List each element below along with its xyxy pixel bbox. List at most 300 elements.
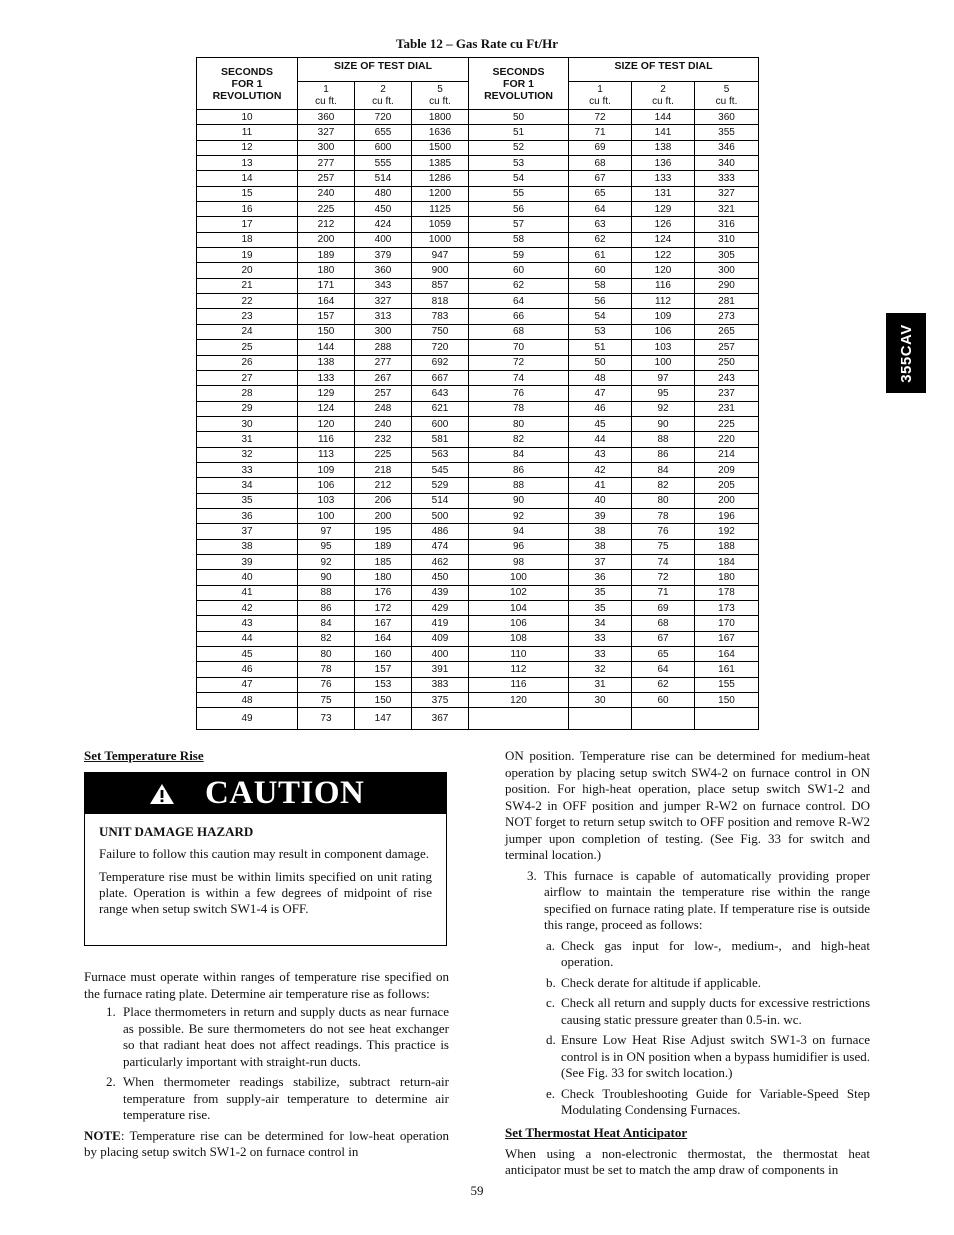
- table-cell: 55: [469, 186, 569, 201]
- table-cell: 68: [569, 156, 632, 171]
- list-item: 3. This furnace is capable of automatically providing proper airflow to maintain the temperature rise within the range specified on furnace rating plate. If temperature rise is outside this range, proceed as follows:: [527, 867, 870, 932]
- continued-paragraph: ON position. Temperature rise can be determined for medium-heat operation by placing setup switch SW4-2 on furnace control in ON position. For high-heat operation, place setup switch SW1-2 and SW4-2 in OFF position and jumper R-W2 on furnace control. DO NOT forget to return setup switch to OFF position and remove R-W2 jumper upon completion of testing. (See Fig. 33 for switch and terminal location.): [505, 748, 870, 862]
- table-cell: 41: [569, 478, 632, 493]
- table-cell: 82: [469, 432, 569, 447]
- table-cell: 27: [197, 370, 298, 385]
- table-row: [197, 110, 759, 125]
- table-cell: 129: [632, 202, 695, 217]
- table-cell: 265: [695, 324, 759, 339]
- table-cell: 42: [197, 601, 298, 616]
- table-cell: 23: [197, 309, 298, 324]
- side-tab-label: 355CAV: [897, 323, 915, 383]
- list-item: e. Check Troubleshooting Guide for Variable-Speed Step Modulating Condensing Furnaces.: [546, 1085, 870, 1117]
- table-cell: 37: [197, 524, 298, 539]
- table-cell: 14: [197, 171, 298, 186]
- table-cell: 450: [412, 570, 469, 585]
- table-row: [197, 662, 759, 677]
- table-cell: 288: [355, 340, 412, 355]
- table-cell: 54: [469, 171, 569, 186]
- caution-box: [84, 772, 447, 946]
- table-cell: 86: [469, 462, 569, 477]
- table-cell: 122: [632, 248, 695, 263]
- table-cell: 133: [298, 370, 355, 385]
- table-cell: 86: [298, 601, 355, 616]
- table-cell: 64: [632, 662, 695, 677]
- table-cell: 100: [469, 570, 569, 585]
- table-cell: 64: [469, 294, 569, 309]
- table-cell: 643: [412, 386, 469, 401]
- table-cell: 720: [412, 340, 469, 355]
- table-cell: 240: [298, 186, 355, 201]
- table-cell: 28: [197, 386, 298, 401]
- table-cell: 1000: [412, 232, 469, 247]
- table-cell: 35: [569, 585, 632, 600]
- list-item: a. Check gas input for low-, medium-, and high-heat operation.: [546, 937, 870, 969]
- table-cell: 62: [632, 677, 695, 692]
- caution-title: CAUTION: [205, 775, 365, 811]
- table-cell: 57: [469, 217, 569, 232]
- table-cell: 92: [298, 554, 355, 569]
- table-cell: 131: [632, 186, 695, 201]
- table-cell: 267: [355, 370, 412, 385]
- table-cell: 1286: [412, 171, 469, 186]
- steps-list-continued: [505, 868, 870, 934]
- table-cell: 103: [632, 340, 695, 355]
- table-cell: 196: [695, 508, 759, 523]
- table-cell: 43: [569, 447, 632, 462]
- table-cell: 108: [469, 631, 569, 646]
- table-cell: 180: [695, 570, 759, 585]
- table-cell: 1500: [412, 140, 469, 155]
- table-cell: 67: [632, 631, 695, 646]
- table-cell: 1636: [412, 125, 469, 140]
- table-cell: 600: [412, 416, 469, 431]
- table-cell: 33: [197, 462, 298, 477]
- right-column: [505, 748, 870, 1179]
- table-cell: 62: [569, 232, 632, 247]
- table-cell: 72: [632, 570, 695, 585]
- table-cell: 53: [569, 324, 632, 339]
- table-row: [197, 140, 759, 155]
- table-cell: 51: [569, 340, 632, 355]
- table-cell: 76: [469, 386, 569, 401]
- table-cell: 82: [298, 631, 355, 646]
- table-cell: 138: [298, 355, 355, 370]
- table-cell: 68: [469, 324, 569, 339]
- table-cell: 375: [412, 693, 469, 708]
- dial-size-5: 5 cu ft.: [412, 82, 469, 110]
- table-cell: 116: [469, 677, 569, 692]
- table-cell: 112: [632, 294, 695, 309]
- table-cell: 947: [412, 248, 469, 263]
- table-cell: 600: [355, 140, 412, 155]
- note-paragraph: NOTE: Temperature rise can be determined for low-heat operation by placing setup switch SW1-2 on furnace control in: [84, 1127, 449, 1159]
- sub-steps-list: [505, 938, 870, 1119]
- table-row: [197, 171, 759, 186]
- table-cell: 45: [569, 416, 632, 431]
- table-cell: 88: [469, 478, 569, 493]
- table-cell: 88: [632, 432, 695, 447]
- steps-list: [84, 1004, 449, 1124]
- table-cell: 72: [469, 355, 569, 370]
- table-cell: 84: [632, 462, 695, 477]
- table-cell: 33: [569, 631, 632, 646]
- table-cell: 80: [469, 416, 569, 431]
- table-cell: 184: [695, 554, 759, 569]
- table-cell: 667: [412, 370, 469, 385]
- table-cell: 74: [632, 554, 695, 569]
- table-cell: 75: [632, 539, 695, 554]
- table-cell: 343: [355, 278, 412, 293]
- seconds-header-left: SECONDS FOR 1 REVOLUTION: [197, 58, 298, 110]
- table-row: [197, 370, 759, 385]
- table-cell: [695, 708, 759, 730]
- warning-triangle-icon: [149, 783, 175, 805]
- list-item: 2. When thermometer readings stabilize, subtract return-air temperature from supply-air temperature to determine air temperature rise.: [106, 1074, 449, 1122]
- table-cell: 155: [695, 677, 759, 692]
- table-cell: 164: [298, 294, 355, 309]
- table-cell: 1059: [412, 217, 469, 232]
- table-cell: 13: [197, 156, 298, 171]
- table-cell: 59: [469, 248, 569, 263]
- list-item: 1. Place thermometers in return and supply ducts as near furnace as possible. Be sure thermometers do not see heat exchanger so that radiant heat does not affect readings. This practice is particularly important with straight-run ducts.: [106, 1004, 449, 1069]
- table-cell: 327: [298, 125, 355, 140]
- table-cell: 94: [469, 524, 569, 539]
- table-cell: 61: [569, 248, 632, 263]
- table-cell: 95: [632, 386, 695, 401]
- table-row: [197, 693, 759, 708]
- table-row: [197, 186, 759, 201]
- table-cell: 257: [695, 340, 759, 355]
- table-cell: 38: [569, 524, 632, 539]
- table-cell: 64: [569, 202, 632, 217]
- table-cell: 33: [569, 647, 632, 662]
- table-cell: 153: [355, 677, 412, 692]
- table-cell: 19: [197, 248, 298, 263]
- table-row: [197, 324, 759, 339]
- dial-size-5: 5 cu ft.: [695, 82, 759, 110]
- table-cell: 116: [298, 432, 355, 447]
- table-cell: 112: [469, 662, 569, 677]
- table-cell: 30: [197, 416, 298, 431]
- table-cell: 25: [197, 340, 298, 355]
- table-cell: 160: [355, 647, 412, 662]
- table-cell: 367: [412, 708, 469, 730]
- table-cell: 10: [197, 110, 298, 125]
- table-cell: 84: [469, 447, 569, 462]
- table-cell: 273: [695, 309, 759, 324]
- table-cell: 106: [632, 324, 695, 339]
- table-cell: 80: [298, 647, 355, 662]
- table-cell: 90: [632, 416, 695, 431]
- table-cell: 71: [569, 125, 632, 140]
- table-cell: 26: [197, 355, 298, 370]
- table-cell: 355: [695, 125, 759, 140]
- table-cell: 48: [569, 370, 632, 385]
- anticipator-paragraph: When using a non-electronic thermostat, the thermostat heat anticipator must be set to match the amp draw of components in: [505, 1145, 870, 1177]
- table-cell: 124: [632, 232, 695, 247]
- table-cell: 250: [695, 355, 759, 370]
- table-row: [197, 202, 759, 217]
- table-cell: 232: [355, 432, 412, 447]
- table-cell: 391: [412, 662, 469, 677]
- table-cell: 1125: [412, 202, 469, 217]
- table-cell: 56: [569, 294, 632, 309]
- table-cell: 36: [569, 570, 632, 585]
- table-cell: 80: [632, 493, 695, 508]
- table-cell: 429: [412, 601, 469, 616]
- table-cell: 248: [355, 401, 412, 416]
- table-cell: 200: [298, 232, 355, 247]
- table-cell: 281: [695, 294, 759, 309]
- table-cell: 37: [569, 554, 632, 569]
- table-cell: 18: [197, 232, 298, 247]
- table-cell: 62: [469, 278, 569, 293]
- table-body: [197, 110, 759, 730]
- table-cell: 419: [412, 616, 469, 631]
- table-cell: 100: [298, 508, 355, 523]
- table-cell: 60: [569, 263, 632, 278]
- table-cell: 209: [695, 462, 759, 477]
- table-row: [197, 478, 759, 493]
- table-cell: 144: [632, 110, 695, 125]
- table-cell: 500: [412, 508, 469, 523]
- table-row: [197, 493, 759, 508]
- table-cell: 29: [197, 401, 298, 416]
- table-row: [197, 278, 759, 293]
- table-cell: 424: [355, 217, 412, 232]
- table-cell: 277: [355, 355, 412, 370]
- table-cell: 32: [197, 447, 298, 462]
- table-row: [197, 125, 759, 140]
- table-cell: 439: [412, 585, 469, 600]
- table-cell: 257: [298, 171, 355, 186]
- page-number: 59: [470, 1183, 484, 1198]
- table-cell: [632, 708, 695, 730]
- table-row: [197, 447, 759, 462]
- table-cell: 310: [695, 232, 759, 247]
- table-cell: 486: [412, 524, 469, 539]
- table-cell: 900: [412, 263, 469, 278]
- table-cell: 164: [695, 647, 759, 662]
- table-cell: 545: [412, 462, 469, 477]
- table-cell: 205: [695, 478, 759, 493]
- table-row: [197, 340, 759, 355]
- table-cell: 621: [412, 401, 469, 416]
- table-cell: 95: [298, 539, 355, 554]
- table-cell: 144: [298, 340, 355, 355]
- table-cell: 78: [632, 508, 695, 523]
- table-row: [197, 616, 759, 631]
- table-cell: 514: [412, 493, 469, 508]
- table-cell: 462: [412, 554, 469, 569]
- table-cell: 75: [298, 693, 355, 708]
- table-cell: 120: [469, 693, 569, 708]
- table-cell: 206: [355, 493, 412, 508]
- table-cell: 129: [298, 386, 355, 401]
- table-cell: 360: [355, 263, 412, 278]
- table-cell: 110: [469, 647, 569, 662]
- table-cell: 200: [695, 493, 759, 508]
- table-cell: 102: [469, 585, 569, 600]
- dial-size-1: 1 cu ft.: [298, 82, 355, 110]
- table-cell: 180: [298, 263, 355, 278]
- table-cell: 65: [569, 186, 632, 201]
- table-cell: 257: [355, 386, 412, 401]
- table-cell: 141: [632, 125, 695, 140]
- table-cell: 300: [298, 140, 355, 155]
- table-cell: 178: [695, 585, 759, 600]
- table-cell: 126: [632, 217, 695, 232]
- table-cell: 100: [632, 355, 695, 370]
- table-cell: 167: [695, 631, 759, 646]
- table-cell: 38: [569, 539, 632, 554]
- table-row: [197, 416, 759, 431]
- intro-paragraph: Furnace must operate within ranges of temperature rise specified on the furnace rating plate. Determine air temperature rise as follows:: [84, 969, 449, 1001]
- table-cell: 35: [197, 493, 298, 508]
- table-cell: 529: [412, 478, 469, 493]
- table-cell: 321: [695, 202, 759, 217]
- table-row: [197, 355, 759, 370]
- table-cell: 200: [355, 508, 412, 523]
- table-cell: [469, 708, 569, 730]
- table-row: [197, 601, 759, 616]
- table-cell: 36: [197, 508, 298, 523]
- table-cell: 212: [298, 217, 355, 232]
- table-cell: 90: [469, 493, 569, 508]
- table-cell: 35: [569, 601, 632, 616]
- table-cell: 383: [412, 677, 469, 692]
- table-cell: 39: [569, 508, 632, 523]
- table-cell: 98: [469, 554, 569, 569]
- table-cell: 170: [695, 616, 759, 631]
- caution-text-1: Failure to follow this caution may result in component damage.: [99, 846, 429, 861]
- table-cell: 82: [632, 478, 695, 493]
- hazard-label: UNIT DAMAGE HAZARD: [99, 824, 254, 839]
- table-cell: 313: [355, 309, 412, 324]
- table-cell: 147: [355, 708, 412, 730]
- table-cell: 70: [469, 340, 569, 355]
- table-cell: 104: [469, 601, 569, 616]
- table-cell: 157: [298, 309, 355, 324]
- table-cell: 40: [197, 570, 298, 585]
- table-cell: 218: [355, 462, 412, 477]
- table-cell: 161: [695, 662, 759, 677]
- table-cell: 225: [695, 416, 759, 431]
- table-cell: 360: [695, 110, 759, 125]
- table-cell: 857: [412, 278, 469, 293]
- list-item: b. Check derate for altitude if applicable.: [546, 974, 761, 990]
- table-title: Table 12 – Gas Rate cu Ft/Hr: [395, 36, 558, 51]
- table-cell: 164: [355, 631, 412, 646]
- table-cell: 173: [695, 601, 759, 616]
- table-row: [197, 554, 759, 569]
- table-cell: 92: [632, 401, 695, 416]
- table-cell: 818: [412, 294, 469, 309]
- table-cell: 305: [695, 248, 759, 263]
- table-cell: 60: [632, 693, 695, 708]
- table-cell: 1200: [412, 186, 469, 201]
- table-cell: 47: [197, 677, 298, 692]
- dial-size-2: 2 cu ft.: [632, 82, 695, 110]
- table-cell: 243: [695, 370, 759, 385]
- table-cell: 90: [298, 570, 355, 585]
- table-cell: 109: [298, 462, 355, 477]
- table-cell: 563: [412, 447, 469, 462]
- table-cell: 136: [632, 156, 695, 171]
- table-cell: 47: [569, 386, 632, 401]
- table-cell: 44: [569, 432, 632, 447]
- table-row: [197, 294, 759, 309]
- table-cell: 171: [298, 278, 355, 293]
- table-cell: 17: [197, 217, 298, 232]
- table-cell: 46: [569, 401, 632, 416]
- table-cell: 12: [197, 140, 298, 155]
- table-cell: 655: [355, 125, 412, 140]
- list-item: d. Ensure Low Heat Rise Adjust switch SW1-3 on furnace control is in ON position when a bypass humidifier is used. (See Fig. 33 for switch location.): [546, 1032, 870, 1080]
- table-cell: 92: [469, 508, 569, 523]
- seconds-header-right: SECONDS FOR 1 REVOLUTION: [469, 58, 569, 110]
- table-cell: 138: [632, 140, 695, 155]
- table-cell: 176: [355, 585, 412, 600]
- table-cell: 63: [569, 217, 632, 232]
- table-cell: [569, 708, 632, 730]
- dial-header-left: SIZE OF TEST DIAL: [298, 58, 469, 82]
- table-row: [197, 631, 759, 646]
- table-row: [197, 248, 759, 263]
- table-cell: 46: [197, 662, 298, 677]
- table-cell: 188: [695, 539, 759, 554]
- section-heading-heat-anticipator: Set Thermostat Heat Anticipator: [505, 1124, 688, 1140]
- table-cell: 240: [355, 416, 412, 431]
- table-cell: 195: [355, 524, 412, 539]
- table-cell: 225: [298, 202, 355, 217]
- table-cell: 21: [197, 278, 298, 293]
- dial-size-2: 2 cu ft.: [355, 82, 412, 110]
- table-cell: 42: [569, 462, 632, 477]
- table-cell: 340: [695, 156, 759, 171]
- table-cell: 38: [197, 539, 298, 554]
- table-cell: 333: [695, 171, 759, 186]
- table-cell: 39: [197, 554, 298, 569]
- table-cell: 150: [695, 693, 759, 708]
- table-row: [197, 677, 759, 692]
- table-cell: 74: [469, 370, 569, 385]
- table-cell: 400: [355, 232, 412, 247]
- table-cell: 50: [469, 110, 569, 125]
- table-cell: 106: [298, 478, 355, 493]
- table-cell: 692: [412, 355, 469, 370]
- table-cell: 237: [695, 386, 759, 401]
- table-cell: 54: [569, 309, 632, 324]
- table-cell: 53: [469, 156, 569, 171]
- table-cell: 400: [412, 647, 469, 662]
- table-cell: 52: [469, 140, 569, 155]
- table-cell: 120: [632, 263, 695, 278]
- table-row: [197, 232, 759, 247]
- table-cell: 24: [197, 324, 298, 339]
- table-cell: 450: [355, 202, 412, 217]
- table-cell: 220: [695, 432, 759, 447]
- table-cell: 88: [298, 585, 355, 600]
- table-row: [197, 217, 759, 232]
- table-cell: 316: [695, 217, 759, 232]
- table-cell: 1800: [412, 110, 469, 125]
- table-row: [197, 524, 759, 539]
- dial-size-1: 1 cu ft.: [569, 82, 632, 110]
- table-row: [197, 539, 759, 554]
- table-cell: 116: [632, 278, 695, 293]
